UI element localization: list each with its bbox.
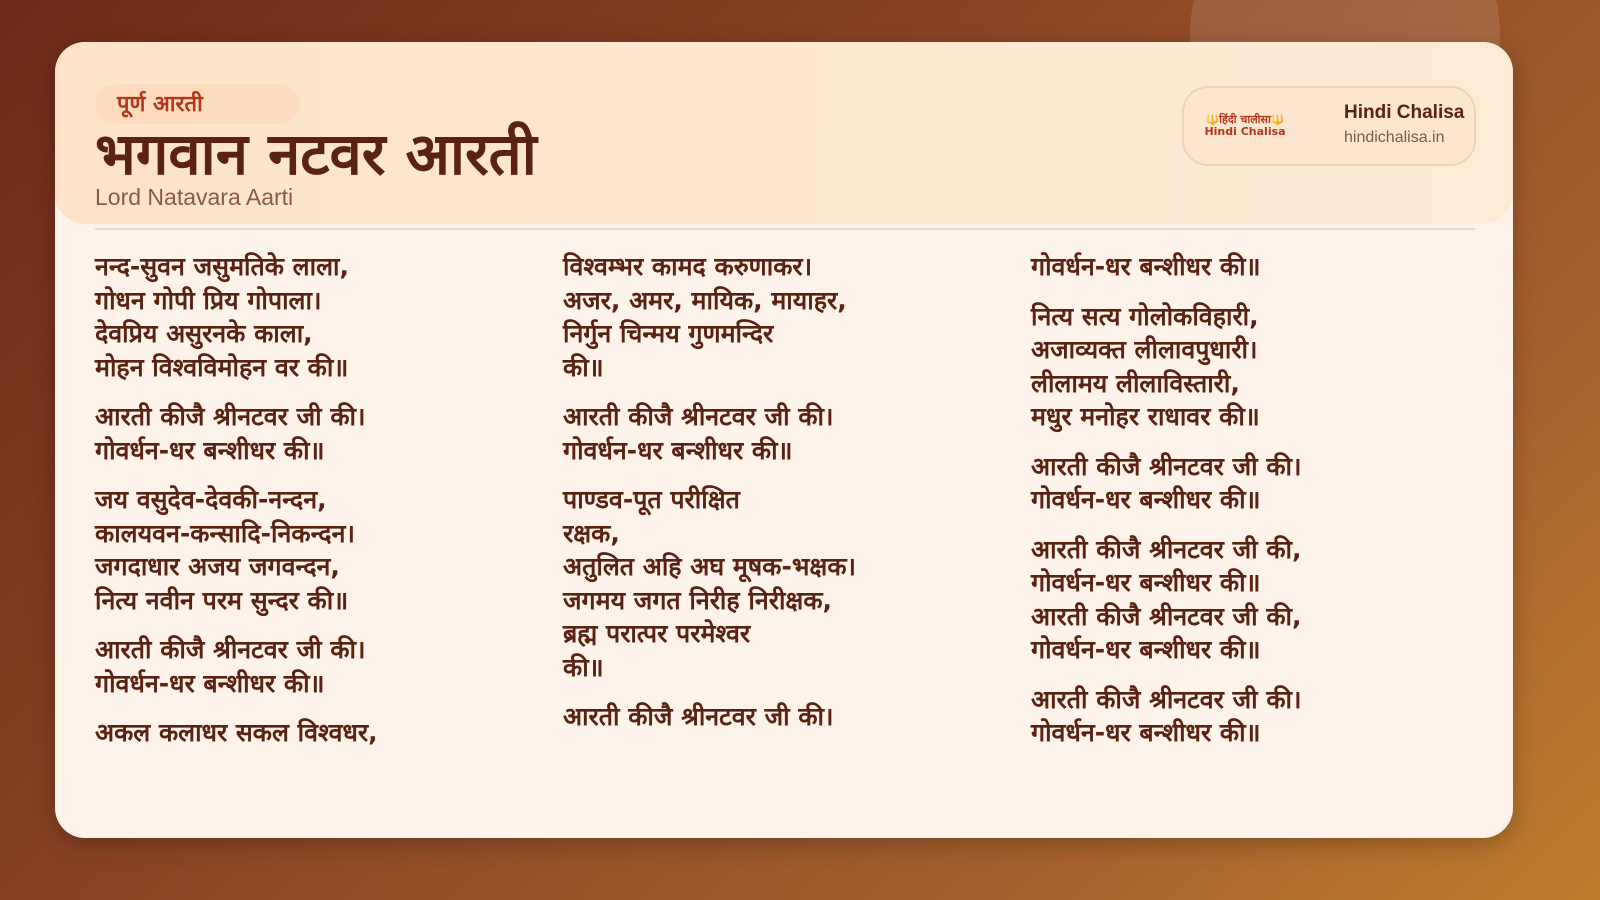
lyric-line: पाण्डव-पूत परीक्षित (563, 485, 740, 514)
lyric-line: आरती कीजै श्रीनटवर जी की। (563, 402, 834, 431)
lyrics-column-2 (563, 250, 1003, 750)
lyric-line: आरती कीजै श्रीनटवर जी की। (1031, 684, 1302, 714)
lyrics-column-1 (95, 250, 535, 766)
lyric-line: अतुलित अहि अघ मूषक-भक्षक। (563, 552, 857, 581)
lyric-line: निर्गुन चिन्मय गुणमन्दिर (563, 319, 774, 348)
page-title: भगवान नटवर आरती (95, 120, 537, 188)
lyric-line: आरती कीजै श्रीनटवर जी की, (1031, 601, 1302, 631)
lyric-line: गोवर्धन-धर बन्शीधर की॥ (1031, 252, 1261, 281)
lyric-line: विश्वम्भर कामद करुणाकर। (563, 252, 813, 281)
lyric-line: मोहन विश्वविमोहन वर की॥ (95, 352, 349, 382)
lyric-line: की॥ (563, 652, 604, 682)
lyric-line: जय वसुदेव-देवकी-नन्दन, (95, 485, 327, 514)
lyric-line: गोधन गोपी प्रिय गोपाला। (95, 285, 322, 315)
brand-box[interactable] (1182, 86, 1476, 166)
lyric-line: गोवर्धन-धर बन्शीधर की॥ (1031, 635, 1261, 664)
stanza (563, 700, 1003, 734)
lyric-line: आरती कीजै श्रीनटवर जी की, (1031, 534, 1302, 564)
lyric-line: कालयवन-कन्सादि-निकन्दन। (95, 518, 355, 548)
lyric-line: रक्षक, (563, 518, 620, 548)
stanza (563, 400, 1003, 467)
brand-name: Hindi Chalisa (1344, 102, 1465, 123)
lyric-line: की॥ (563, 352, 604, 382)
lyric-line: गोवर्धन-धर बन्शीधर की॥ (95, 435, 325, 465)
lyric-line: नन्द-सुवन जसुमतिके लाला, (95, 252, 350, 281)
lyric-line: गोवर्धन-धर बन्शीधर की॥ (1031, 568, 1261, 597)
lyric-line: गोवर्धन-धर बन्शीधर की॥ (95, 668, 325, 698)
lyric-line: अकल कलाधर सकल विश्वधर, (95, 718, 378, 747)
lyric-line: जगदाधार अजय जगवन्दन, (95, 552, 340, 581)
lyric-line: नित्य सत्य गोलोकविहारी, (1031, 301, 1259, 331)
stanza (95, 400, 535, 467)
category-badge: पूर्ण आरती (95, 84, 300, 124)
page-subtitle: Lord Natavara Aarti (95, 184, 294, 210)
lyric-line: अजाव्यक्त लीलावपुधारी। (1031, 335, 1258, 364)
lyric-line: आरती कीजै श्रीनटवर जी की। (563, 702, 834, 731)
lyric-line: आरती कीजै श्रीनटवर जी की। (95, 635, 366, 664)
stanza (1031, 450, 1471, 517)
lyric-line: गोवर्धन-धर बन्शीधर की॥ (1031, 718, 1261, 747)
lyric-line: गोवर्धन-धर बन्शीधर की॥ (563, 435, 793, 465)
brand-logo: 🔱हिंदी चालीसा🔱 Hindi Chalisa (1204, 113, 1286, 138)
stanza (1031, 533, 1471, 667)
stanza (563, 250, 1003, 384)
lyric-line: अजर, अमर, मायिक, मायाहर, (563, 285, 847, 315)
lyric-line: मधुर मनोहर राधावर की॥ (1031, 402, 1260, 431)
stanza (95, 716, 535, 750)
lyric-line: आरती कीजै श्रीनटवर जी की। (1031, 451, 1302, 481)
lyric-line: देवप्रिय असुरनके काला, (95, 319, 313, 348)
stanza (95, 483, 535, 617)
brand-url[interactable]: hindichalisa.in (1344, 129, 1445, 146)
lyric-line: नित्य नवीन परम सुन्दर की॥ (95, 585, 349, 615)
stanza (1031, 300, 1471, 434)
stanza (95, 250, 535, 384)
stanza (1031, 683, 1471, 750)
lyric-line: आरती कीजै श्रीनटवर जी की। (95, 402, 366, 431)
lyrics-column-3 (1031, 250, 1471, 766)
lyric-line: जगमय जगत निरीह निरीक्षक, (563, 585, 833, 615)
stanza (1031, 250, 1471, 284)
lyric-line: ब्रह्म परात्पर परमेश्वर (563, 619, 751, 648)
lyric-line: गोवर्धन-धर बन्शीधर की॥ (1031, 485, 1261, 514)
stanza (563, 483, 1003, 684)
aarti-card (55, 42, 1513, 838)
lyric-line: लीलामय लीलाविस्तारी, (1031, 368, 1240, 398)
stanza (95, 633, 535, 700)
divider (95, 228, 1475, 230)
